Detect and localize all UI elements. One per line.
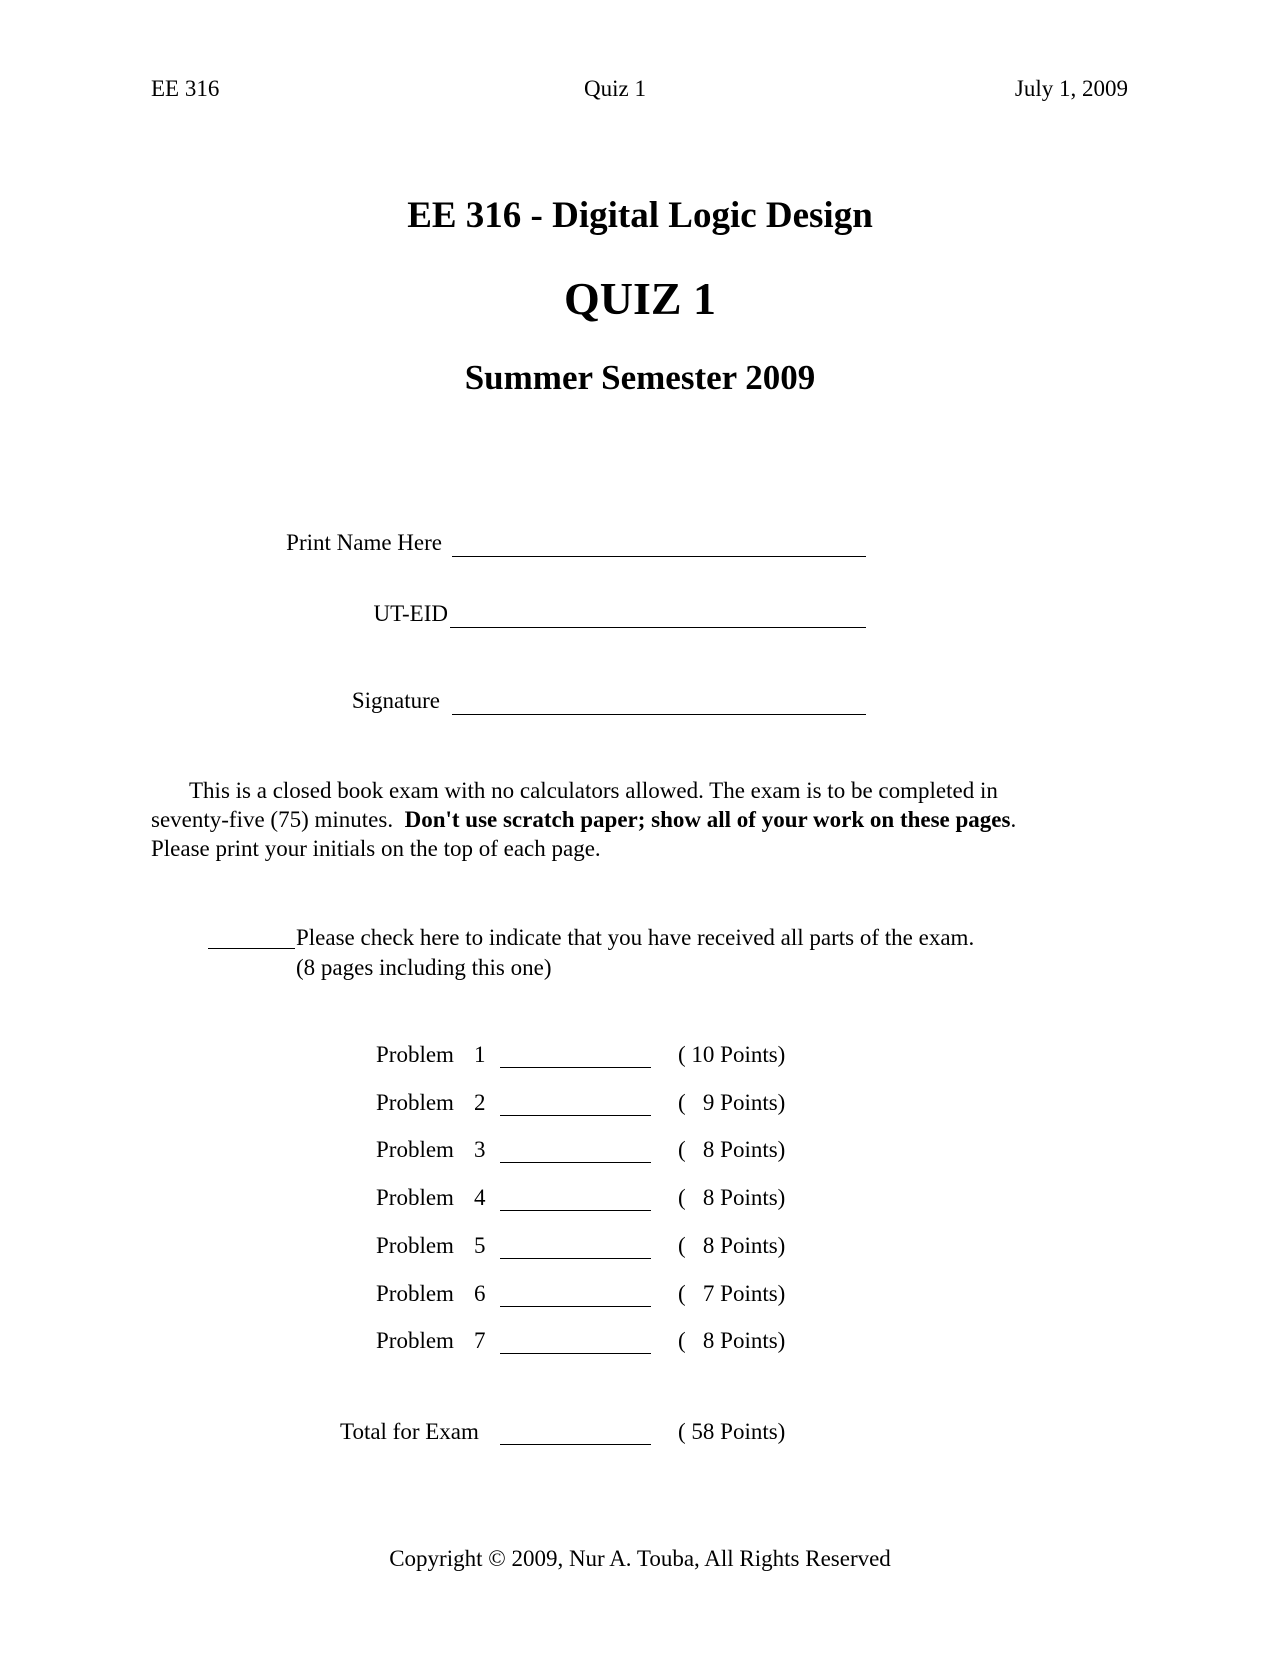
problem-points: ( 8 Points): [678, 1185, 786, 1210]
problem-points: ( 10 Points): [678, 1042, 786, 1067]
eid-label: UT-EID: [373, 601, 448, 626]
problem-score-field[interactable]: [500, 1067, 651, 1068]
problem-number: 2: [474, 1090, 486, 1115]
problem-number: 3: [474, 1137, 486, 1162]
copyright: Copyright © 2009, Nur A. Touba, All Rights Reserved: [389, 1546, 891, 1571]
problem-points: ( 8 Points): [678, 1233, 786, 1258]
problem-score-field[interactable]: [500, 1306, 651, 1307]
problem-score-field[interactable]: [500, 1210, 651, 1211]
eid-field[interactable]: [450, 627, 866, 628]
problem-points: ( 8 Points): [678, 1137, 786, 1162]
instructions: [151, 776, 1141, 863]
problem-label: Problem: [376, 1328, 454, 1353]
instructions-line-2-end: .: [1010, 807, 1017, 832]
instructions-bold: Don't use scratch paper; show all of your work on these pages: [404, 807, 1011, 832]
problem-number: 4: [474, 1185, 486, 1210]
instructions-line-1: This is a closed book exam with no calculators allowed. The exam is to be completed in: [189, 778, 998, 803]
problem-score-field[interactable]: [500, 1258, 651, 1259]
total-points: ( 58 Points): [678, 1419, 786, 1444]
signature-field[interactable]: [452, 714, 866, 715]
header-date: July 1, 2009: [1014, 76, 1128, 101]
check-field[interactable]: [208, 948, 295, 949]
check-subtext: (8 pages including this one): [296, 955, 552, 980]
problem-points: ( 8 Points): [678, 1328, 786, 1353]
name-label: Print Name Here: [286, 530, 442, 555]
instructions-line-2-normal: seventy-five (75) minutes.: [151, 807, 394, 832]
problem-points: ( 9 Points): [678, 1090, 786, 1115]
problem-points: ( 7 Points): [678, 1281, 786, 1306]
check-text: Please check here to indicate that you have received all parts of the exam.: [296, 925, 975, 950]
problem-number: 5: [474, 1233, 486, 1258]
problem-label: Problem: [376, 1185, 454, 1210]
problem-score-field[interactable]: [500, 1162, 651, 1163]
name-label-row: [240, 530, 442, 562]
course-title: EE 316 - Digital Logic Design: [407, 195, 873, 236]
problem-number: 6: [474, 1281, 486, 1306]
eid-label-row: [240, 601, 448, 633]
instructions-line-3: Please print your initials on the top of each page.: [151, 836, 601, 861]
problem-number: 7: [474, 1328, 486, 1353]
quiz-title: QUIZ 1: [563, 273, 717, 324]
total-label: Total for Exam: [340, 1419, 479, 1444]
signature-label-row: [240, 688, 440, 720]
problem-label: Problem: [376, 1137, 454, 1162]
problem-label: Problem: [376, 1233, 454, 1258]
header-quiz-text: Quiz 1: [584, 76, 646, 101]
problem-label: Problem: [376, 1042, 454, 1067]
name-field[interactable]: [452, 556, 866, 557]
total-score-field[interactable]: [500, 1444, 651, 1445]
problem-score-field[interactable]: [500, 1115, 651, 1116]
problem-number: 1: [474, 1042, 486, 1067]
problem-label: Problem: [376, 1281, 454, 1306]
signature-label: Signature: [351, 688, 440, 713]
problem-score-field[interactable]: [500, 1353, 651, 1354]
semester-title: Summer Semester 2009: [464, 358, 816, 397]
instructions-line-2: [151, 805, 1141, 834]
problem-label: Problem: [376, 1090, 454, 1115]
header-course: EE 316: [151, 76, 220, 101]
